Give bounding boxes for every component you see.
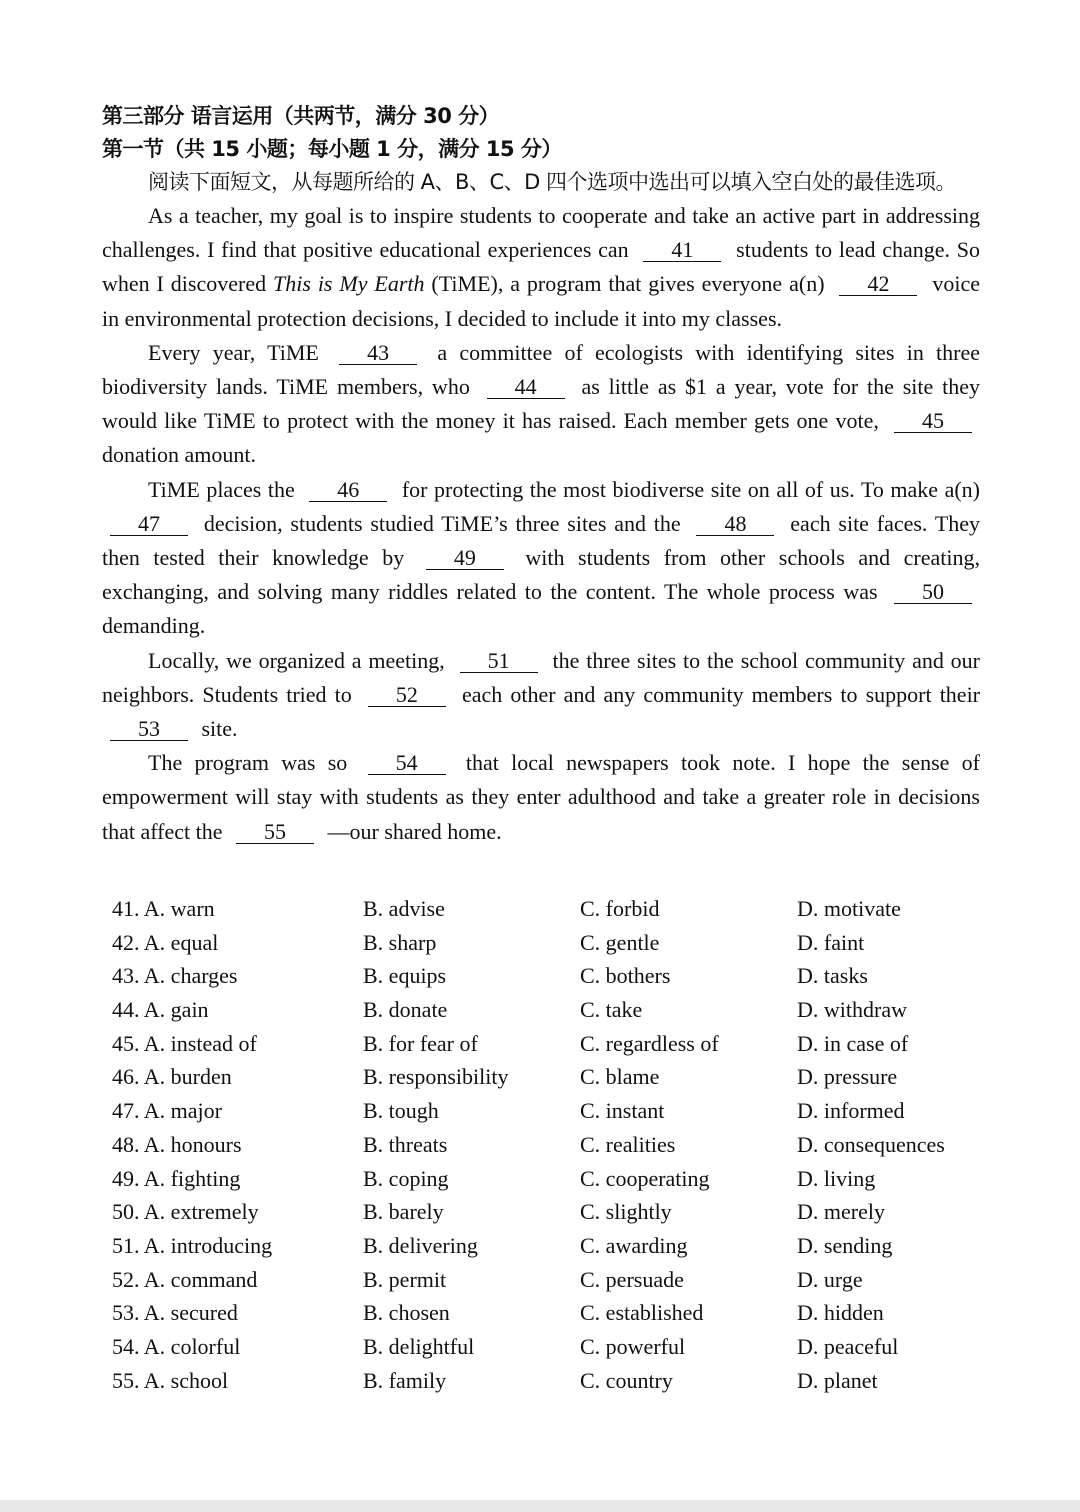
passage-text: as little as $1 a year, vote for the site they would like TiME to protect with the money it has raised. Each member gets one vote, xyxy=(102,374,980,434)
option-row xyxy=(112,1098,972,1132)
answer-blank: 45 xyxy=(894,410,972,433)
option-c: C. established xyxy=(580,1300,704,1326)
option-row xyxy=(112,963,972,997)
option-row xyxy=(112,1064,972,1098)
answer-blank: 41 xyxy=(643,239,721,262)
answer-blank: 46 xyxy=(309,479,387,502)
option-c: C. slightly xyxy=(580,1199,672,1225)
option-a: 47. A. major xyxy=(112,1098,222,1124)
section-title: 第一节（共 15 小题；每小题 1 分，满分 15 分） xyxy=(102,137,562,161)
option-d: D. planet xyxy=(797,1367,878,1393)
passage-text: voice in environmental protection decisions, I decided to include it into my classes. xyxy=(102,271,980,331)
answer-blank: 44 xyxy=(487,376,565,399)
option-c: C. persuade xyxy=(580,1266,684,1292)
option-c: C. take xyxy=(580,997,643,1023)
option-b: B. tough xyxy=(363,1098,439,1124)
answer-blank: 42 xyxy=(839,273,917,296)
option-c: C. realities xyxy=(580,1131,676,1157)
passage-text: demanding. xyxy=(102,613,206,639)
scan-edge xyxy=(0,1500,1080,1512)
option-c: C. regardless of xyxy=(580,1030,719,1056)
option-b: B. for fear of xyxy=(363,1030,478,1056)
option-d: D. in case of xyxy=(797,1030,909,1056)
option-c: C. powerful xyxy=(580,1333,686,1359)
passage-text: TiME places the xyxy=(148,476,295,502)
option-row xyxy=(112,1334,972,1368)
passage-text: (TiME), a program that gives everyone a(n) xyxy=(431,271,825,297)
passage-text: site. xyxy=(201,716,238,742)
answer-blank: 43 xyxy=(339,342,417,365)
passage-paragraph xyxy=(102,746,980,849)
passage-paragraph xyxy=(102,336,980,473)
exam-page xyxy=(102,100,980,849)
option-a: 51. A. introducing xyxy=(112,1232,273,1258)
option-c: C. instant xyxy=(580,1098,665,1124)
option-row xyxy=(112,1132,972,1166)
option-row xyxy=(112,1233,972,1267)
option-row xyxy=(112,1199,972,1233)
option-row xyxy=(112,1166,972,1200)
passage-text: donation amount. xyxy=(102,442,256,468)
option-b: B. permit xyxy=(363,1266,447,1292)
option-b: B. coping xyxy=(363,1165,449,1191)
answer-blank: 52 xyxy=(368,684,446,707)
option-d: D. hidden xyxy=(797,1300,884,1326)
program-name: This is My Earth xyxy=(273,271,425,297)
passage-text: Every year, TiME xyxy=(148,339,319,365)
passage-text: —our shared home. xyxy=(327,818,502,844)
answer-blank: 51 xyxy=(460,650,538,673)
answer-blank: 54 xyxy=(368,752,446,775)
passage xyxy=(102,199,980,849)
option-row xyxy=(112,1031,972,1065)
passage-text: each site faces. They then tested their knowledge by xyxy=(102,510,981,571)
instructions: 阅读下面短文，从每题所给的 A、B、C、D 四个选项中选出可以填入空白处的最佳选项。 xyxy=(148,170,956,194)
option-a: 53. A. secured xyxy=(112,1300,238,1326)
option-c: C. gentle xyxy=(580,929,660,955)
passage-text: Locally, we organized a meeting, xyxy=(148,647,445,673)
option-a: 50. A. extremely xyxy=(112,1199,259,1225)
option-a: 52. A. command xyxy=(112,1266,258,1292)
option-d: D. sending xyxy=(797,1232,893,1258)
option-a: 46. A. burden xyxy=(112,1064,232,1090)
option-d: D. urge xyxy=(797,1266,863,1292)
option-a: 42. A. equal xyxy=(112,929,219,955)
option-c: C. blame xyxy=(580,1064,660,1090)
answer-blank: 53 xyxy=(110,718,188,741)
answer-blank: 49 xyxy=(426,547,504,570)
option-b: B. advise xyxy=(363,896,445,921)
passage-text: the three sites to the school community and our neighbors. Students tried to xyxy=(102,647,981,707)
passage-text: The program was so xyxy=(148,750,348,776)
option-c: C. forbid xyxy=(580,896,660,921)
option-row xyxy=(112,930,972,964)
answer-blank: 48 xyxy=(696,513,774,536)
option-a: 44. A. gain xyxy=(112,997,209,1023)
option-a: 54. A. colorful xyxy=(112,1333,241,1359)
option-b: B. barely xyxy=(363,1199,444,1225)
option-b: B. delightful xyxy=(363,1333,475,1359)
option-d: D. withdraw xyxy=(797,997,907,1023)
option-d: D. informed xyxy=(797,1098,905,1124)
option-a: 55. A. school xyxy=(112,1367,229,1393)
option-a: 45. A. instead of xyxy=(112,1030,257,1056)
option-b: B. responsibility xyxy=(363,1064,509,1090)
option-b: B. threats xyxy=(363,1131,448,1157)
option-d: D. consequences xyxy=(797,1131,945,1157)
option-b: B. sharp xyxy=(363,929,437,955)
option-c: C. bothers xyxy=(580,963,671,989)
option-c: C. cooperating xyxy=(580,1165,710,1191)
option-b: B. donate xyxy=(363,997,448,1023)
answer-blank: 47 xyxy=(110,513,188,536)
option-c: C. awarding xyxy=(580,1232,688,1258)
passage-text: with students from other schools and creating, exchanging, and solving many riddles related to the content. The whole process was xyxy=(102,545,981,605)
option-c: C. country xyxy=(580,1367,673,1393)
option-d: D. peaceful xyxy=(797,1333,899,1359)
passage-paragraph xyxy=(102,644,980,747)
option-a: 49. A. fighting xyxy=(112,1165,241,1191)
passage-text: students to lead change. So when I discovered xyxy=(102,237,981,297)
passage-paragraph xyxy=(102,199,980,336)
option-d: D. living xyxy=(797,1165,876,1191)
option-a: 48. A. honours xyxy=(112,1131,242,1157)
passage-text: each other and any community members to support their xyxy=(461,681,981,707)
passage-text: that local newspapers took note. I hope the sense of empowerment will stay with students as they enter adulthood and take a greater role in decisions that affect the xyxy=(102,750,980,844)
option-b: B. delivering xyxy=(363,1232,478,1258)
part-title: 第三部分 语言运用（共两节，满分 30 分） xyxy=(102,104,500,128)
option-d: D. motivate xyxy=(797,896,901,921)
passage-text: for protecting the most biodiverse site on all of us. To make a(n) xyxy=(401,476,981,502)
passage-text: As a teacher, my goal is to inspire students to cooperate and take an active part in addressing challenges. I find that positive educational experiences can xyxy=(102,203,980,263)
option-b: B. chosen xyxy=(363,1300,450,1326)
option-b: B. family xyxy=(363,1367,447,1393)
option-d: D. merely xyxy=(797,1199,885,1225)
option-row xyxy=(112,1267,972,1301)
passage-text: decision, students studied TiME’s three sites and the xyxy=(203,510,681,536)
answer-blank: 50 xyxy=(894,581,972,604)
option-row xyxy=(112,1300,972,1334)
option-a: 43. A. charges xyxy=(112,963,238,989)
option-b: B. equips xyxy=(363,963,447,989)
option-d: D. tasks xyxy=(797,963,868,989)
option-a: 41. A. warn xyxy=(112,896,215,921)
option-row xyxy=(112,997,972,1031)
options-list xyxy=(112,896,972,1401)
option-d: D. faint xyxy=(797,929,865,955)
option-row xyxy=(112,1368,972,1402)
passage-text: a committee of ecologists with identifying sites in three biodiversity lands. TiME members, who xyxy=(102,339,981,400)
option-d: D. pressure xyxy=(797,1064,898,1090)
option-row xyxy=(112,896,972,930)
passage-paragraph xyxy=(102,473,980,644)
answer-blank: 55 xyxy=(236,821,314,844)
